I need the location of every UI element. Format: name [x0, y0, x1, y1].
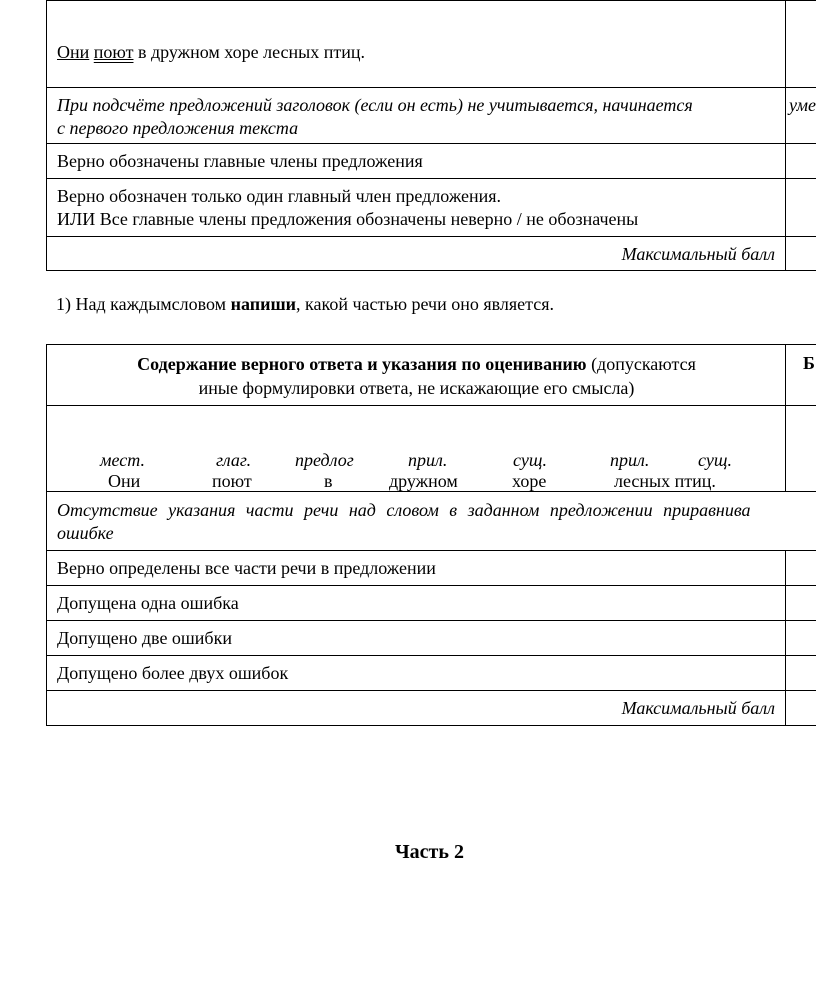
sentence-word: поют	[212, 471, 252, 491]
max-score-row	[47, 691, 816, 726]
table2-note-row	[47, 492, 816, 551]
question-text: 1) Над каждымсловом напиши, какой частью речи оно является.	[56, 294, 555, 314]
predicate-word: поют	[93, 42, 134, 62]
question-verb: напиши	[230, 294, 297, 314]
part-title: Часть 2	[395, 841, 464, 863]
criterion-text: Верно определены все части речи в предложении	[57, 558, 436, 578]
criterion-partial-line-1: Верно обозначен только один главный член предложения.	[57, 186, 502, 206]
criterion-partial-row	[47, 179, 816, 237]
table2-header-line-1: Содержание верного ответа и указания по оцениванию (допускаются	[137, 354, 696, 374]
sentence-text: Они поют в дружном хоре лесных птиц.	[57, 42, 365, 62]
criterion-row	[47, 586, 816, 621]
sentence-word: хоре	[512, 471, 547, 491]
counting-note-overflow: уме	[789, 95, 816, 115]
table2-note-line-2: ошибке	[57, 523, 114, 543]
subject-word: Они	[57, 42, 90, 62]
pos-label: предлог	[295, 450, 354, 470]
sentence-row	[47, 1, 816, 88]
table2-header-line-2: иные формулировки ответа, не искажающие его смысла)	[198, 378, 635, 398]
table2-note-line-1: Отсутствие указания части речи над словом в заданном предложении приравнива	[57, 500, 751, 520]
criterion-partial-line-2: ИЛИ Все главные члены предложения обозначены неверно / не обозначены	[57, 209, 639, 229]
parts-of-speech-answer-row	[47, 406, 816, 492]
score-column-header: Б	[803, 353, 815, 373]
criteria-table-2	[46, 344, 816, 726]
counting-note-line-2: с первого предложения текста	[57, 118, 299, 138]
pos-label: мест.	[100, 450, 145, 470]
table2-header-row	[47, 345, 816, 406]
criterion-row	[47, 551, 816, 586]
max-score-label: Максимальный балл	[621, 244, 775, 264]
pos-label: прил.	[610, 450, 650, 470]
counting-note-line-1: При подсчёте предложений заголовок (если он есть) не учитывается, начинается	[57, 95, 693, 115]
pos-label: сущ.	[513, 450, 547, 470]
sentence-word: дружном	[389, 471, 458, 491]
criterion-text: Допущено более двух ошибок	[57, 663, 289, 683]
criterion-text: Допущено две ошибки	[57, 628, 232, 648]
counting-note-row	[47, 88, 816, 144]
pos-label: глаг.	[216, 450, 252, 470]
sentence-word: лесных птиц.	[614, 471, 716, 491]
pos-label: сущ.	[698, 450, 732, 470]
criterion-correct-text: Верно обозначены главные члены предложения	[57, 151, 423, 171]
sentence-word: Они	[108, 471, 141, 491]
criteria-table-1	[46, 0, 816, 271]
criterion-row	[47, 656, 816, 691]
sentence-word: в	[324, 471, 333, 491]
criterion-row	[47, 621, 816, 656]
max-score-label: Максимальный балл	[621, 698, 775, 718]
criterion-correct-row	[47, 144, 816, 179]
criterion-text: Допущена одна ошибка	[57, 593, 239, 613]
pos-label: прил.	[408, 450, 448, 470]
max-score-row	[47, 237, 816, 271]
